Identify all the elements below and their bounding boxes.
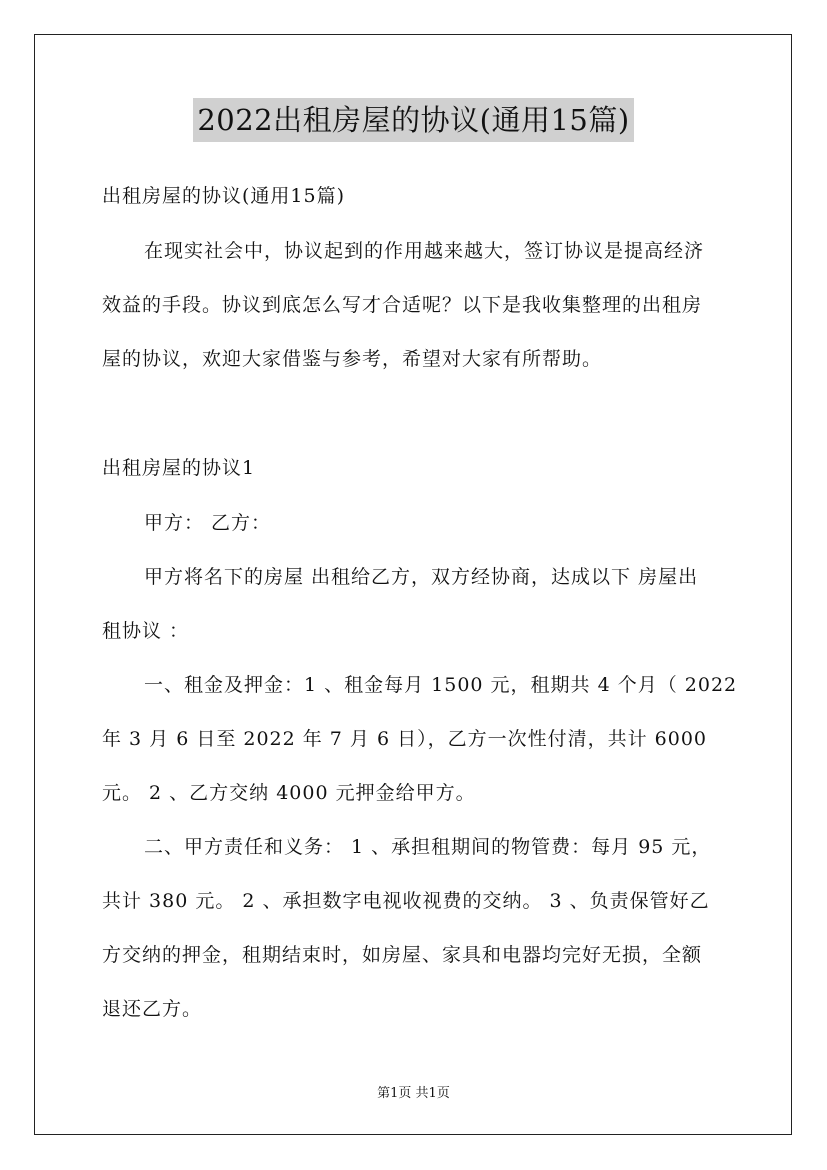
para2-line-2: 年 3 月 6 日至 2022 年 7 月 6 日），乙方一次性付清，共计 6000 — [102, 728, 707, 750]
para3-line-3: 方交纳的押金，租期结束时，如房屋、家具和电器均完好无损，全额 — [102, 944, 703, 966]
para3-line-2: 共计 380 元。 2 、承担数字电视收视费的交纳。 3 、负责保管好乙 — [102, 890, 710, 912]
document-title-wrap — [0, 98, 827, 142]
parties-line: 甲方： 乙方： — [144, 512, 272, 534]
para1-line-2: 租协议 ： — [102, 620, 190, 642]
para2-line-1: 一、租金及押金：1 、租金每月 1500 元，租期共 4 个月（ 2022 — [144, 674, 738, 696]
para3-line-4: 退还乙方。 — [102, 998, 203, 1020]
intro-line-1: 在现实社会中，协议起到的作用越来越大，签订协议是提高经济 — [144, 240, 705, 262]
para3-line-1: 二、甲方责任和义务： 1 、承担租期间的物管费：每月 95 元， — [144, 836, 712, 858]
intro-line-3: 屋的协议，欢迎大家借鉴与参考，希望对大家有所帮助。 — [102, 348, 603, 370]
para1-line-1: 甲方将名下的房屋 出租给乙方，双方经协商，达成以下 房屋出 — [144, 566, 699, 588]
section-heading: 出租房屋的协议1 — [102, 457, 256, 479]
document-title: 2022出租房屋的协议(通用15篇) — [193, 98, 633, 142]
page-footer: 第1页 共1页 — [377, 1086, 450, 1101]
subtitle: 出租房屋的协议(通用15篇) — [102, 185, 346, 207]
para2-line-3: 元。 2 、乙方交纳 4000 元押金给甲方。 — [102, 782, 476, 804]
intro-line-2: 效益的手段。协议到底怎么写才合适呢？以下是我收集整理的出租房 — [102, 294, 703, 316]
